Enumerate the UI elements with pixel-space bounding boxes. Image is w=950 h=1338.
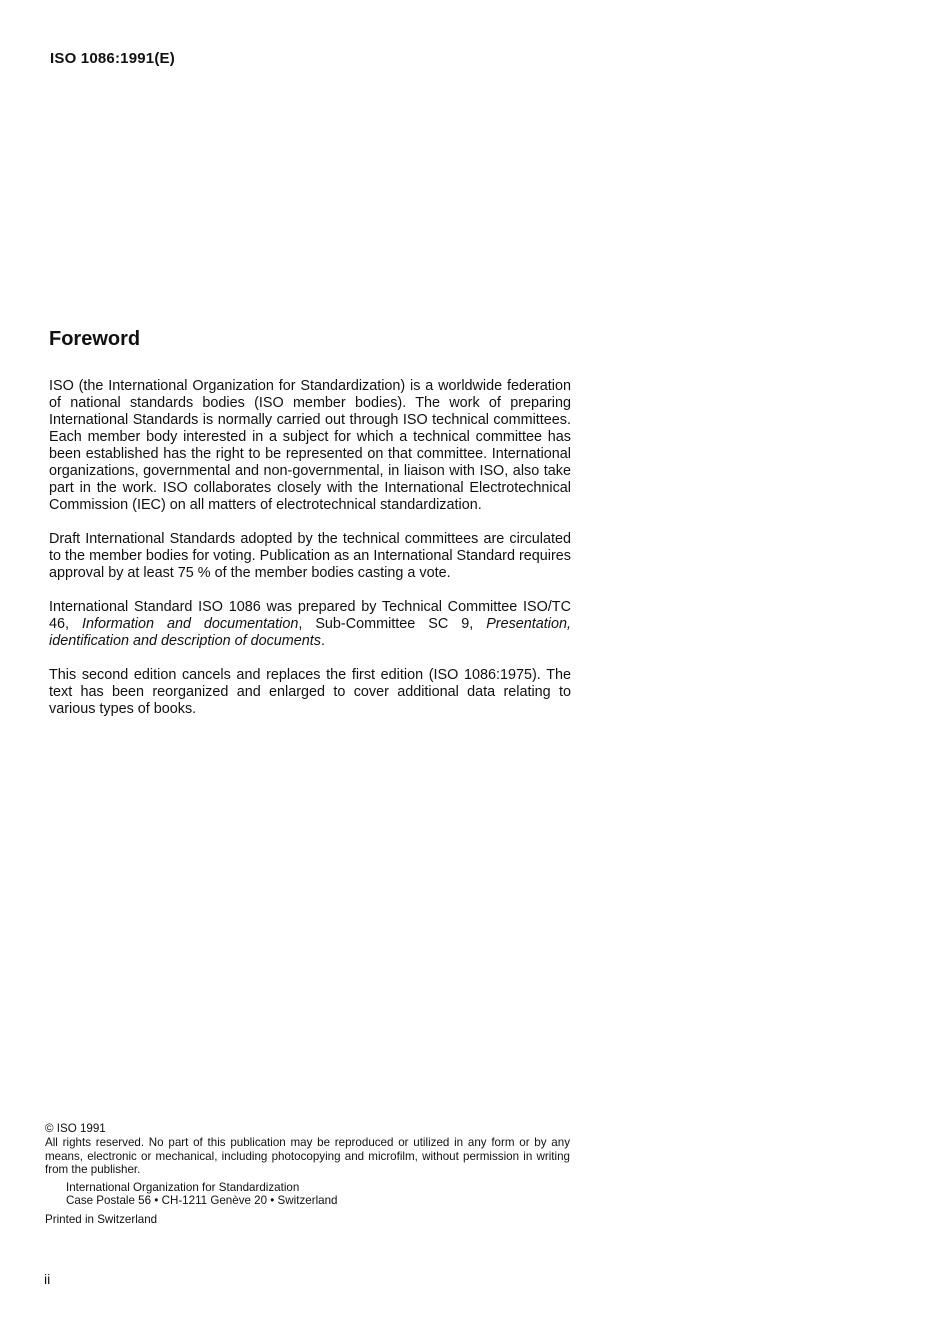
foreword-paragraph-3 [49, 599, 571, 650]
foreword-paragraph-2: Draft International Standards adopted by the technical committees are circulated to the member bodies for voting. Publication as an International Standard requires approval by at least 75 % of the member bodies casting a vote. [49, 531, 571, 581]
foreword-heading: Foreword [49, 328, 141, 350]
page-number: ii [44, 1271, 51, 1287]
committee-title: Information and documentation [81, 616, 299, 632]
publisher-address [66, 1181, 570, 1208]
publisher-postal: Case Postale 56 • CH-1211 Genève 20 • Switzerland [66, 1194, 338, 1208]
foreword-paragraph-1: ISO (the International Organization for Standardization) is a worldwide federation of national standards bodies (ISO member bodies). The work of preparing International Standards is normally carried out through ISO technical committees. Each member body interested in a subject for which a technical committee has been established has the right to be represented on that committee. International organizations, governmental and non-governmental, in liaison with ISO, also take part in the work. ISO collaborates closely with the International Electrotechnical Commission (IEC) on all matters of electrotechnical standardization. [49, 378, 571, 513]
copyright-notice [45, 1122, 570, 1226]
printed-in: Printed in Switzerland [45, 1212, 158, 1226]
subcommittee-title: Presentation, identification and description of documents [49, 616, 572, 649]
copyright-line: © ISO 1991 [45, 1122, 106, 1135]
rights-statement: All rights reserved. No part of this publication may be reproduced or utilized in any form or by any means, electronic or mechanical, including photocopying and microfilm, without permission in writing from the publisher. [45, 1136, 570, 1176]
foreword-body [49, 378, 571, 735]
publisher-name: International Organization for Standardization [66, 1181, 300, 1195]
foreword-paragraph-4: This second edition cancels and replaces the first edition (ISO 1086:1975). The text has been reorganized and enlarged to cover additional data relating to various types of books. [49, 667, 571, 717]
document-identifier: ISO 1086:1991(E) [50, 50, 175, 67]
p3-text-c: , Sub-Committee SC 9, [298, 616, 487, 632]
p3-text-a: International Standard ISO 1086 was prepared by Technical Committee ISO/TC 46, [49, 599, 571, 632]
p3-text-e: . [321, 633, 325, 649]
